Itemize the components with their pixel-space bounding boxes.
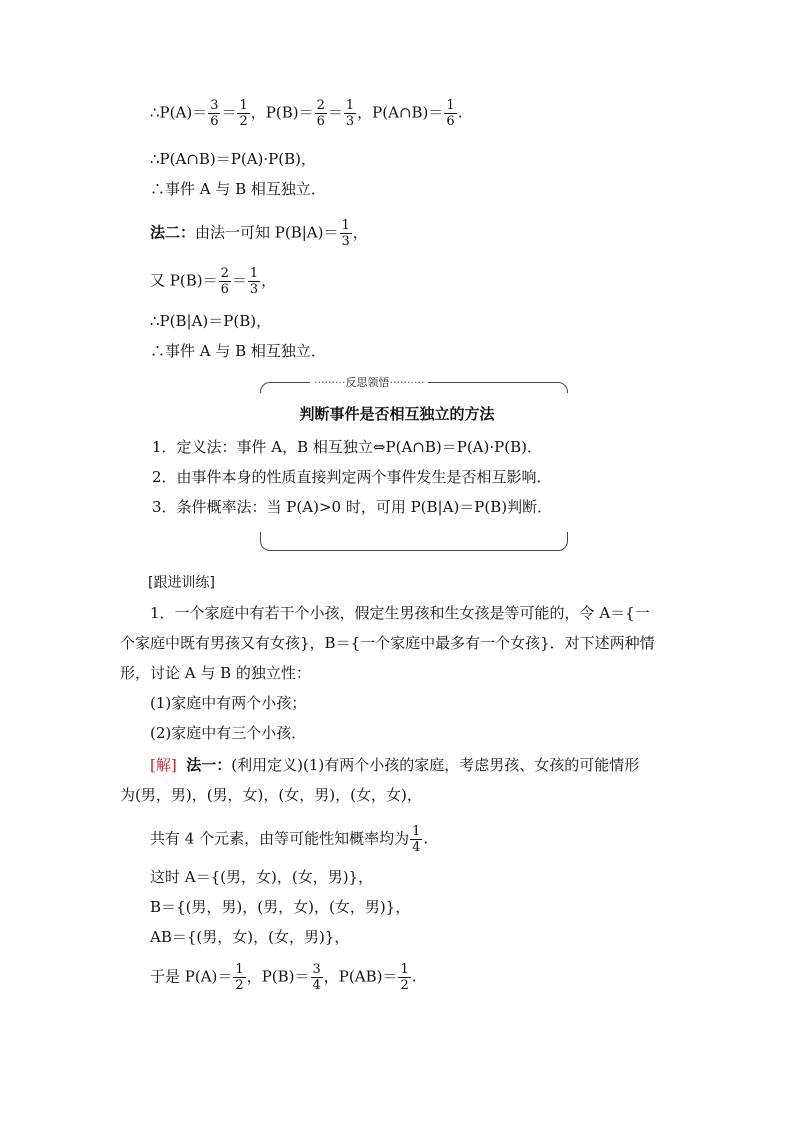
solution-line-5: B＝{(男，男)，(男，女)，(女，男)}， <box>150 898 411 916</box>
equation-line-1 <box>150 98 462 129</box>
reflection-title: 判断事件是否相互独立的方法 <box>299 405 495 423</box>
method-label: 法二： <box>150 223 196 242</box>
reflection-item-2: 2．由事件本身的性质直接判定两个事件发生是否相互影响． <box>152 468 552 486</box>
text: ，P(AB)＝ <box>323 967 398 986</box>
question-line-1: 1．一个家庭中有若干个小孩，假定生男孩和生女孩是等可能的，令 A＝{一 <box>150 604 650 622</box>
solution-line-1 <box>150 754 639 776</box>
fraction: $\frac{1}{3}$ <box>345 98 355 129</box>
solution-line-6: AB＝{(男，女)，(女，男)}， <box>150 928 350 946</box>
text: ， <box>261 271 277 290</box>
fraction: $\frac{1}{2}$ <box>235 962 244 993</box>
fraction: $\frac{1}{4}$ <box>412 824 421 855</box>
text: ， <box>352 223 368 242</box>
text: 由法一可知 P(B|A)＝ <box>195 223 339 242</box>
conclusion-line-2: ∴事件 A 与 B 相互独立． <box>150 342 326 360</box>
box-bottom-border <box>260 532 568 551</box>
solution-line-3 <box>150 824 428 855</box>
reflection-tag: ·········反思领悟·········· <box>310 374 428 390</box>
text: ＝ <box>231 271 247 290</box>
solution-line-7 <box>150 962 417 993</box>
text: 于是 P(A)＝ <box>150 967 233 986</box>
fraction: $\frac{1}{2}$ <box>239 98 248 129</box>
fraction: $\frac{1}{2}$ <box>400 962 409 993</box>
solution-line-4: 这时 A＝{(男，女)，(女，男)}， <box>150 868 374 886</box>
method-label: 法一： <box>186 756 232 774</box>
text: ＝ <box>327 103 343 122</box>
equation-line-3 <box>150 266 276 297</box>
text: (利用定义)(1)有两个小孩的家庭，考虑男孩、女孩的可能情形 <box>231 756 640 774</box>
fraction: $\frac{3}{4}$ <box>312 962 321 993</box>
text: . <box>423 829 429 848</box>
reflection-item-1: 1．定义法：事件 A，B 相互独立⇔P(A∩B)＝P(A)·P(B)． <box>152 438 542 456</box>
text: ，P(B)＝ <box>246 967 310 986</box>
text: . <box>411 967 417 986</box>
text: . <box>457 103 463 122</box>
fraction: $\frac{1}{6}$ <box>446 98 455 129</box>
conclusion-line-1: ∴事件 A 与 B 相互独立． <box>150 180 326 198</box>
equation-line-4: ∴P(B|A)＝P(B)， <box>150 312 272 330</box>
question-part-2: (2)家庭中有三个小孩． <box>150 724 307 742</box>
reflection-item-3: 3．条件概率法：当 P(A)>0 时，可用 P(B|A)＝P(B)判断． <box>152 498 553 516</box>
text: 又 P(B)＝ <box>150 271 218 290</box>
text: ＝ <box>221 103 237 122</box>
text: ，P(A∩B)＝ <box>357 103 444 122</box>
solution-tag: [解] <box>150 756 177 774</box>
fraction: $\frac{1}{3}$ <box>249 266 259 297</box>
question-part-1: (1)家庭中有两个小孩； <box>150 694 307 712</box>
fraction: $\frac{3}{6}$ <box>210 98 219 129</box>
question-line-2: 个家庭中既有男孩又有女孩}，B＝{一个家庭中最多有一个女孩}．对下述两种情 <box>120 634 655 652</box>
fraction: $\frac{1}{3}$ <box>341 218 350 249</box>
fraction: $\frac{2}{6}$ <box>220 266 229 297</box>
text: ，P(B)＝ <box>250 103 314 122</box>
question-line-3: 形，讨论 A 与 B 的独立性： <box>120 664 311 682</box>
method-two-line <box>150 218 368 249</box>
solution-line-2: 为(男，男)，(男，女)，(女，男)，(女，女)， <box>120 786 422 804</box>
fraction: $\frac{2}{6}$ <box>316 98 325 129</box>
equation-line-2: ∴P(A∩B)＝P(A)·P(B)， <box>150 150 316 168</box>
text: ∴P(A)＝ <box>150 103 208 122</box>
text: 共有 4 个元素，由等可能性知概率均为 <box>150 829 410 848</box>
follow-up-title: [跟进训练] <box>148 575 215 591</box>
